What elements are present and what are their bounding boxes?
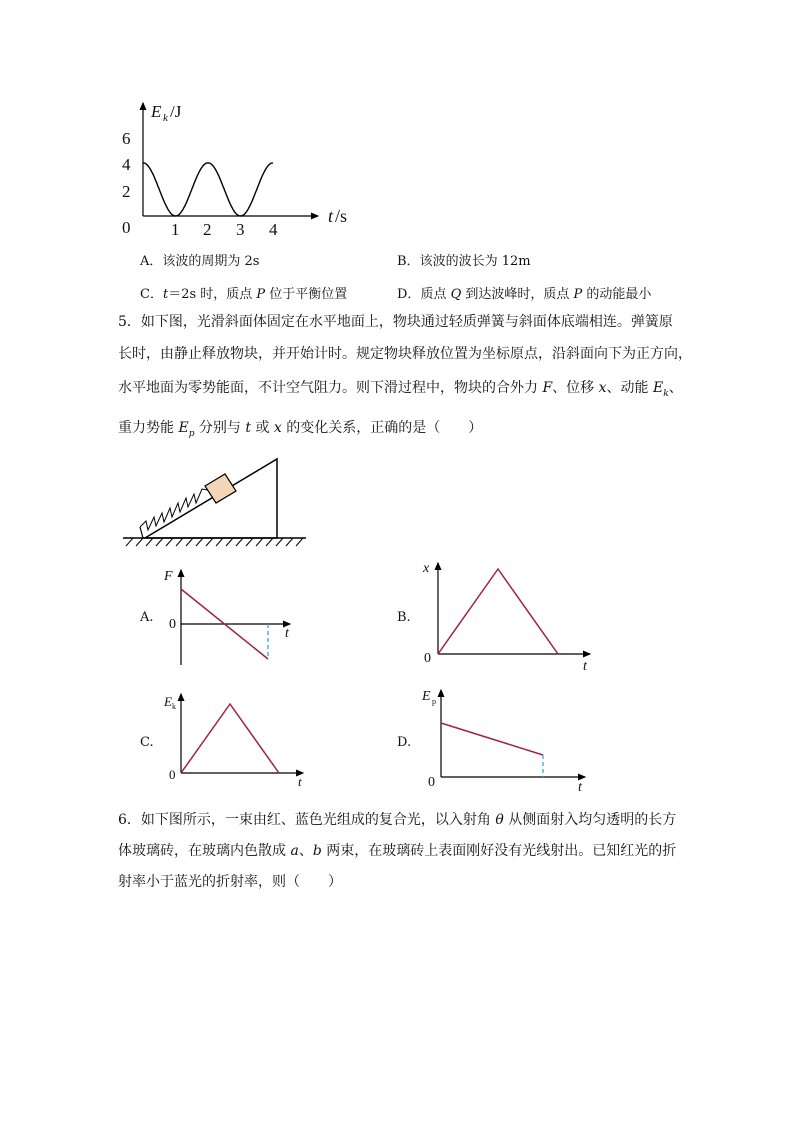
ek-curve	[143, 163, 273, 216]
option-key: A．	[140, 254, 163, 269]
option-text: 位于平衡位置	[265, 287, 348, 302]
a-ylabel: F	[164, 569, 173, 584]
option-text: 到达波峰时，质点	[461, 287, 574, 302]
q4-option-a[interactable]	[140, 250, 259, 269]
ek-time-graph	[110, 98, 370, 238]
ek-ytick-4: 4	[122, 155, 131, 174]
graph-b-key[interactable]: B.	[397, 610, 411, 625]
c-xlabel: t	[298, 774, 302, 788]
question-6	[118, 812, 688, 890]
q5-line-2: 长时，由静止释放物块，并开始计时。规定物块释放位置为坐标原点，沿斜面向下为正方向，	[118, 346, 692, 362]
ek-x-label: t	[328, 206, 334, 226]
graph-b-displacement	[418, 556, 598, 676]
graph-a-key[interactable]: A.	[140, 610, 154, 625]
q5-line-1: 5．如下图，光滑斜面体固定在水平地面上，物块通过轻质弹簧与斜面体底端相连。弹簧原	[118, 314, 673, 330]
ek-ytick-6: 6	[122, 129, 131, 148]
question-5	[118, 313, 692, 443]
d-curve	[441, 723, 543, 755]
var-p: P	[573, 287, 583, 302]
option-text: ＝2s 时，质点	[168, 287, 257, 302]
graph-d-potential-energy	[418, 682, 593, 792]
graph-c-kinetic-energy	[160, 688, 310, 788]
graph-c-key[interactable]: C.	[140, 735, 154, 750]
c-ysub: k	[172, 702, 176, 711]
option-key: C．	[140, 287, 163, 302]
ek-xtick-1: 1	[171, 220, 180, 238]
var-t: t	[162, 287, 169, 302]
ek-y-unit: /J	[170, 102, 182, 121]
b-origin: 0	[424, 651, 431, 666]
d-ysub: p	[432, 697, 436, 706]
incline-body	[145, 459, 277, 538]
ek-origin: 0	[122, 218, 131, 237]
option-key: D．	[397, 287, 421, 302]
q6-line-1: 6．如下图所示，一束由红、蓝色光组成的复合光，以入射角 θ 从侧面射入均匀透明的长方	[118, 812, 677, 828]
q6-line-2: 体玻璃砖，在玻璃内色散成 a、b 两束，在玻璃砖上表面刚好没有光线射出。已知红光的折	[118, 843, 677, 859]
option-key: B．	[397, 254, 420, 269]
ek-xtick-4: 4	[269, 220, 278, 238]
graph-d-key[interactable]: D.	[397, 735, 412, 750]
d-origin: 0	[428, 775, 435, 790]
option-text: 该波的周期为 2s	[162, 254, 260, 269]
ek-y-sub: k	[163, 112, 168, 124]
q5-line-3: 水平地面为零势能面，不计空气阻力。则下滑过程中，物块的合外力 F、位移 x、动能 $E_k$、	[118, 380, 683, 399]
ek-xtick-2: 2	[203, 220, 212, 238]
d-ylabel: E	[422, 689, 431, 704]
q6-line-3: 射率小于蓝光的折射率，则（ ）	[118, 874, 342, 890]
ek-xtick-3: 3	[236, 220, 245, 238]
b-curve	[438, 569, 558, 654]
q4-option-d[interactable]	[397, 283, 651, 302]
q4-option-c[interactable]	[140, 283, 347, 302]
c-ylabel: E	[164, 694, 172, 709]
ek-y-label: E	[151, 102, 162, 121]
a-xlabel: t	[285, 626, 289, 641]
ground-hatching	[126, 538, 303, 546]
b-ylabel: x	[423, 561, 430, 576]
var-q: Q	[450, 287, 462, 302]
q4-option-b[interactable]	[397, 250, 531, 269]
b-xlabel: t	[583, 659, 587, 674]
c-origin: 0	[169, 767, 176, 782]
spring	[140, 489, 208, 530]
spring-base	[140, 527, 143, 538]
option-text: 该波的波长为 12m	[419, 254, 531, 269]
var-p: P	[256, 287, 266, 302]
graph-a-force	[160, 562, 300, 672]
ek-x-unit: /s	[335, 206, 348, 226]
a-origin: 0	[169, 617, 176, 632]
option-text: 质点	[420, 287, 451, 302]
ek-ytick-2: 2	[122, 182, 131, 201]
incline-diagram	[118, 452, 318, 552]
d-xlabel: t	[578, 780, 582, 792]
option-text: 的动能最小	[582, 287, 652, 302]
c-curve	[181, 704, 279, 773]
q5-line-4: 重力势能 $E_p$ 分别与 t 或 x 的变化关系，正确的是（ ）	[118, 420, 483, 439]
